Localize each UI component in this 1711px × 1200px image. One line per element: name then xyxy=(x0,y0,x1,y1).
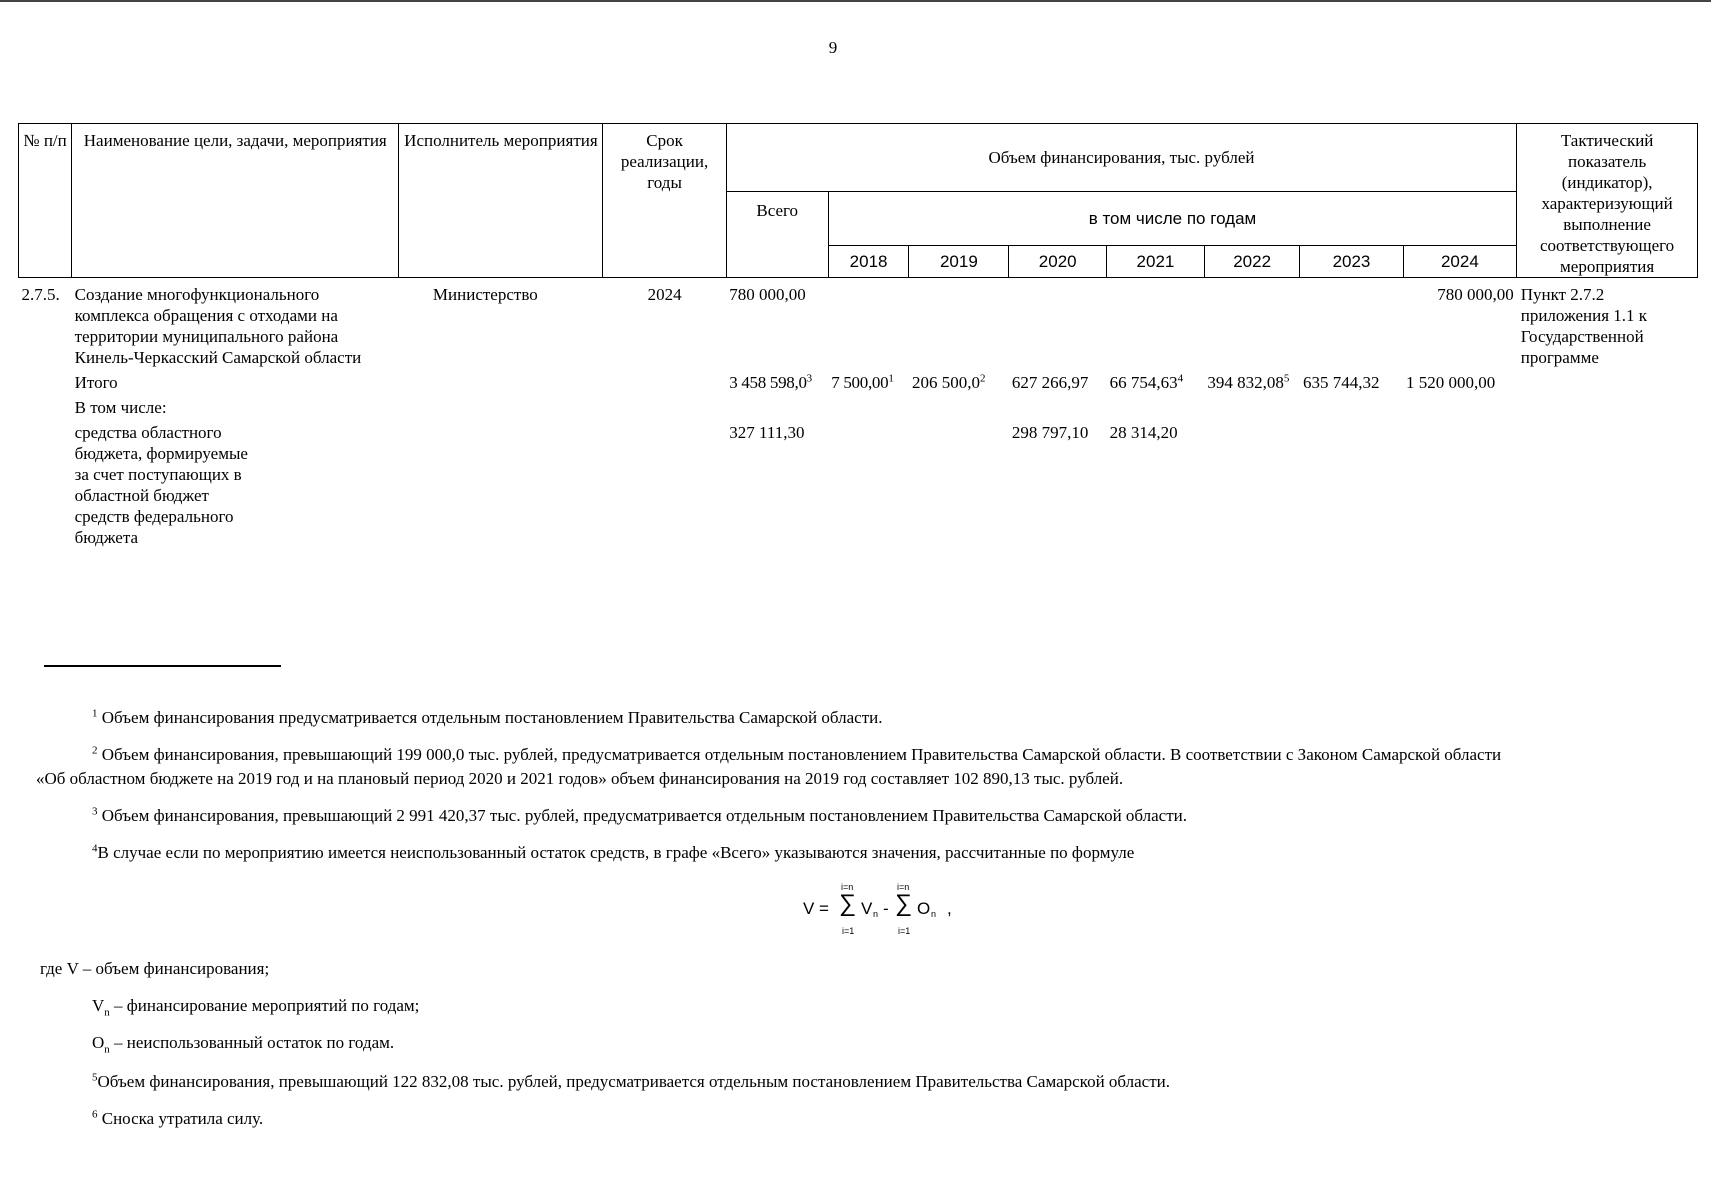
table-row-itogo xyxy=(19,370,1698,395)
footnote-5-marker: 5 xyxy=(92,1071,98,1084)
header-year-2021: 2021 xyxy=(1107,246,1205,278)
row-executor: Министерство xyxy=(432,285,538,304)
header-term: Срок реализации, годы xyxy=(603,124,726,278)
header-year-2024: 2024 xyxy=(1403,246,1517,278)
footnote-where: где V – объем финансирования; xyxy=(40,959,270,978)
on-text: – неиспользованный остаток по годам. xyxy=(109,1033,395,1052)
itogo-2023: 635 744,32 xyxy=(1302,373,1380,392)
regional-2021: 28 314,20 xyxy=(1109,423,1178,442)
itogo-2019-sup: 2 xyxy=(979,372,986,385)
table-row xyxy=(19,278,1698,371)
vn-symbol: V xyxy=(92,996,105,1015)
itogo-label: Итого xyxy=(74,373,118,392)
table-row-in-that xyxy=(19,395,1698,420)
footnote-3-marker: 3 xyxy=(92,805,98,818)
on-sub: n xyxy=(104,1043,110,1056)
footnote-4 xyxy=(92,842,1134,864)
itogo-2018-sup: 1 xyxy=(888,372,894,385)
header-year-2019: 2019 xyxy=(909,246,1009,278)
footnote-1-marker: 1 xyxy=(92,707,98,720)
header-executor: Исполнитель мероприятия xyxy=(399,124,603,278)
itogo-2022: 394 832,08 xyxy=(1207,373,1284,392)
footnote-2-text-line1: Объем финансирования, превышающий 199 000,0 тыс. рублей, предусматривается отдельным постановлением Правительства Самарской области. В соответствии с Законом Самарской области xyxy=(101,745,1502,764)
header-year-2020: 2020 xyxy=(1009,246,1107,278)
table-row-regional xyxy=(19,420,1698,550)
in-that-label: В том числе: xyxy=(74,398,167,417)
formula-sigma-1: ∑ xyxy=(839,890,857,917)
itogo-2024: 1 520 000,00 xyxy=(1406,373,1496,392)
header-by-years: в том числе по годам xyxy=(828,192,1517,246)
formula-sigma-2: ∑ xyxy=(895,890,913,917)
footnote-4-text: В случае если по мероприятию имеется неиспользованный остаток средств, в графе «Всего» указываются значения, рассчитанные по формуле xyxy=(97,843,1135,862)
row-num: 2.7.5. xyxy=(21,285,60,304)
header-year-2022: 2022 xyxy=(1204,246,1300,278)
row-term: 2024 xyxy=(647,285,682,304)
itogo-2019: 206 500,0 xyxy=(911,373,980,392)
footnote-2 xyxy=(92,744,1501,766)
footnote-1 xyxy=(92,707,882,729)
footnote-6 xyxy=(92,1108,263,1130)
footnote-6-marker: 6 xyxy=(92,1108,98,1121)
vn-text: – финансирование мероприятий по годам; xyxy=(109,996,420,1015)
formula-v-sub: n xyxy=(873,909,879,919)
row-indicator: Пункт 2.7.2 приложения 1.1 к Государственной программе xyxy=(1520,285,1648,367)
formula-o: O xyxy=(917,899,931,918)
header-year-2023: 2023 xyxy=(1300,246,1403,278)
itogo-2021-sup: 4 xyxy=(1177,372,1184,385)
itogo-2020: 627 266,97 xyxy=(1011,373,1089,392)
formula-sigma-2-lower: i=1 xyxy=(898,926,911,936)
vn-sub: n xyxy=(104,1006,110,1019)
footnote-3 xyxy=(92,805,1187,827)
formula-o-sub: n xyxy=(931,909,937,919)
header-num: № п/п xyxy=(19,124,72,278)
formula-sigma-1-lower: i=1 xyxy=(842,926,855,936)
header-volume: Объем финансирования, тыс. рублей xyxy=(726,124,1517,192)
formula-sigma-2-upper: i=n xyxy=(897,882,910,892)
financing-table xyxy=(18,123,1698,550)
footnote-separator xyxy=(44,665,281,667)
on-symbol: O xyxy=(92,1033,105,1052)
row-year-2024: 780 000,00 xyxy=(1437,285,1514,304)
footnote-5-text: Объем финансирования, превышающий 122 832,08 тыс. рублей, предусматривается отдельным постановлением Правительства Самарской области. xyxy=(97,1072,1170,1091)
header-total: Всего xyxy=(726,192,828,278)
itogo-2018: 7 500,00 xyxy=(831,373,889,392)
regional-total: 327 111,30 xyxy=(729,423,805,442)
row-total: 780 000,00 xyxy=(729,285,806,304)
itogo-total-sup: 3 xyxy=(806,372,812,385)
footnote-on xyxy=(92,1032,394,1060)
formula-v: V xyxy=(861,899,873,918)
regional-2020: 298 797,10 xyxy=(1011,423,1089,442)
formula-tail: , xyxy=(947,899,952,918)
footnote-3-text: Объем финансирования, превышающий 2 991 420,37 тыс. рублей, предусматривается отдельным постановлением Правительства Самарской области. xyxy=(101,806,1187,825)
footnote-4-marker: 4 xyxy=(92,842,98,855)
formula-sigma-1-upper: i=n xyxy=(841,882,854,892)
footnote-6-text: Сноска утратила силу. xyxy=(101,1109,264,1128)
header-indicator: Тактический показатель (индикатор), характеризующий выполнение соответствующего мероприятия xyxy=(1517,124,1698,278)
header-year-2018: 2018 xyxy=(828,246,909,278)
footnote-1-text: Объем финансирования предусматривается отдельным постановлением Правительства Самарской области. xyxy=(101,708,883,727)
regional-label: средства областного бюджета, формируемые за счет поступающих в областной бюджет средств федерального бюджета xyxy=(74,423,248,547)
top-border-line xyxy=(0,0,1711,2)
itogo-total: 3 458 598,0 xyxy=(729,373,807,392)
page-number: 9 xyxy=(828,38,838,57)
footnote-vn xyxy=(92,995,419,1023)
header-name: Наименование цели, задачи, мероприятия xyxy=(72,124,399,278)
formula xyxy=(803,882,963,937)
row-name: Создание многофункционального комплекса обращения с отходами на территории муниципального района Кинель-Черкасский Самарской области xyxy=(74,285,362,367)
itogo-2021: 66 754,63 xyxy=(1109,373,1178,392)
formula-minus: - xyxy=(883,899,889,918)
itogo-2022-sup: 5 xyxy=(1283,372,1290,385)
footnote-5 xyxy=(92,1071,1170,1093)
formula-lhs: V = xyxy=(803,899,829,918)
footnote-2-line2: «Об областном бюджете на 2019 год и на плановый период 2020 и 2021 годов» объем финансирования на 2019 год составляет 102 890,13 тыс. рублей. xyxy=(36,769,1124,788)
footnote-2-marker: 2 xyxy=(92,744,98,757)
